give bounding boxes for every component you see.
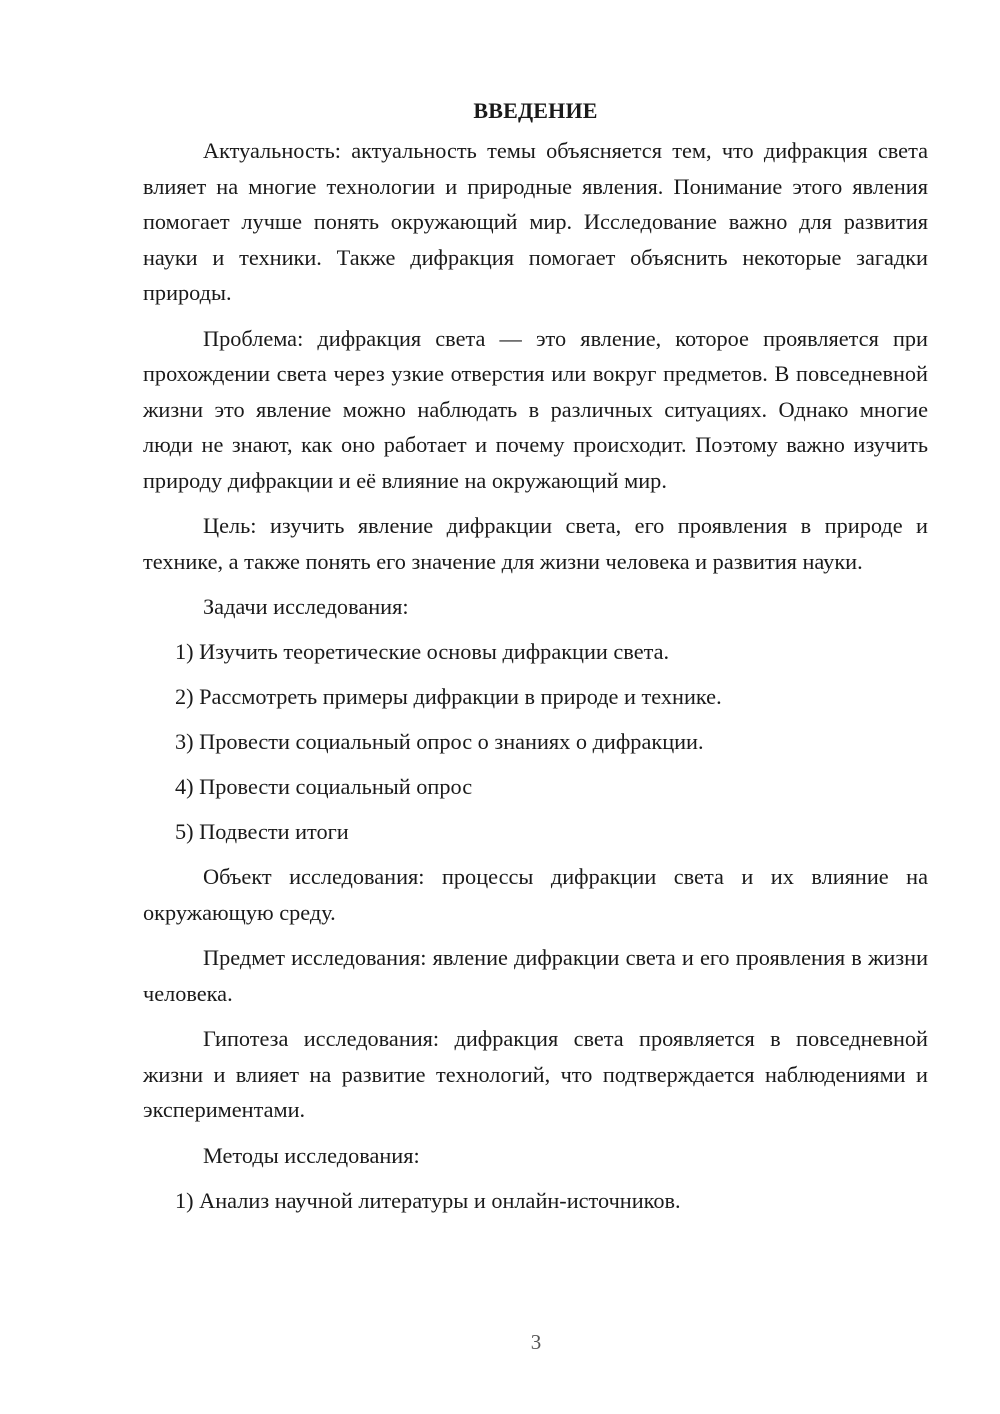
hypothesis-paragraph: Гипотеза исследования: дифракция света проявляется в повседневной жизни и влияет на развитие технологий, что подтверждается наблюдениями и экспериментами. xyxy=(143,1026,928,1122)
list-item: 5) Подвести итоги xyxy=(175,819,349,844)
document-page xyxy=(143,95,928,1228)
object-paragraph: Объект исследования: процессы дифракции света и их влияние на окружающую среду. xyxy=(143,864,928,925)
tasks-list xyxy=(143,634,928,849)
methods-list xyxy=(143,1183,928,1218)
methods-heading: Методы исследования: xyxy=(203,1142,420,1168)
goal-paragraph: Цель: изучить явление дифракции света, его проявления в природе и технике, а также понять его значение для жизни человека и развития науки. xyxy=(143,513,928,574)
problem-paragraph: Проблема: дифракция света — это явление, которое проявляется при прохождении света через узкие отверстия или вокруг предметов. В повседневной жизни это явление можно наблюдать в различных ситуациях. Однако многие люди не знают, как оно работает и почему происходит. Поэтому важно изучить природу дифракции и её влияние на окружающий мир. xyxy=(143,325,928,493)
page-number: 3 xyxy=(530,1330,542,1354)
subject-paragraph: Предмет исследования: явление дифракции света и его проявления в жизни человека. xyxy=(143,945,928,1006)
list-item: 1) Анализ научной литературы и онлайн-источников. xyxy=(175,1187,681,1213)
relevance-paragraph: Актуальность: актуальность темы объясняется тем, что дифракция света влияет на многие технологии и природные явления. Понимание этого явления помогает лучше понять окружающий мир. Исследование важно для развития науки и техники. Также дифракция помогает объяснить некоторые загадки природы. xyxy=(143,138,928,305)
list-item: 2) Рассмотреть примеры дифракции в природе и технике. xyxy=(175,684,722,709)
tasks-heading: Задачи исследования: xyxy=(203,594,409,619)
list-item: 3) Провести социальный опрос о знаниях о дифракции. xyxy=(175,729,704,754)
list-item: 4) Провести социальный опрос xyxy=(175,774,473,799)
section-title: ВВЕДЕНИЕ xyxy=(473,98,598,123)
list-item: 1) Изучить теоретические основы дифракции света. xyxy=(175,639,670,664)
